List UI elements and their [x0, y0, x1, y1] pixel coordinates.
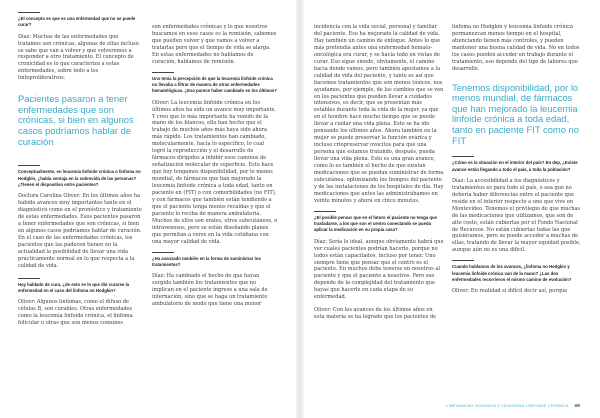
answer-7: Oliver: Con los avances de los últimos años en esta materia se ha logrado que los pacientes de — [314, 307, 437, 321]
question-rule — [314, 211, 336, 212]
column-3 — [314, 0, 444, 418]
question-rule — [18, 165, 40, 166]
question-rule — [452, 156, 474, 157]
question-rule — [18, 278, 40, 279]
question-6: ¿El posible pensar que en el futuro el paciente no tenga que trasladarse, a los que son el centro conectando se pueda aplicar la medicación en su propia casa? — [314, 214, 437, 233]
running-footer-label: LINFOMA NO HODGKIN Y LEUCEMIA LINFOIDE CRÓNICA — [446, 403, 569, 408]
page-gutter — [296, 0, 304, 418]
question-rule — [152, 72, 174, 73]
question-5: ¿Ha avanzado también en la forma de suministrar los tratamientos? — [152, 255, 261, 267]
answer-8: Díaz: La accesibilidad a los diagnósticos y tratamientos es para todo el país, o sea que no debería haber diferencias entre el paciente que reside en el interior respecto a uno que vive en Montevideo. Tenemos el privilegio de que muchas de las medicaciones que utilizamos, que son de alto costo, están cubiertas por el Fondo Nacional de Recursos. No están cubiertas todas las que quisiéramos, pero se puede acceder a muchas de ellas, tratando de llevar la mayor equidad posible, aunque aún no es una dificil. — [452, 177, 581, 254]
column-1 — [18, 0, 142, 418]
question-rule — [18, 12, 40, 13]
answer-continued: linfoma no Hodgkin y leucemia linfoide crónica permanezcan menos tiempo en el hospital, atienciando tienen más controles, y pueden mantener una buena calidad de vida. No en todos los casos pueden acceder en trabajo durante el tratamiento, eso depende del tipo de labores que desarrolle. — [452, 24, 580, 72]
question-rule — [452, 260, 474, 261]
page-number: 49 — [574, 403, 580, 408]
answer-1: Díaz: Muchas de las enfermedades que tratamos son crónicas, algunas de ellas incluso se sabe que van a volver y que volveremos a responder a otro tratamiento. El concepto de cronicidad es lo que caracteriza a estas enfermedades, sobre todo a los linfoproliferativos. — [18, 33, 139, 82]
question-3: Hay hablado de cura, ¿de esto es lo que dió curarse la enfermedad en el caso del linfoma no Hodgkin? — [18, 281, 130, 293]
question-rule — [152, 252, 174, 253]
answer-9: Oliver: En realidad si difícil decir así, porque — [452, 288, 568, 295]
column-2 — [152, 0, 278, 418]
column-4 — [452, 0, 582, 418]
answer-2: Doctora Carolina Oliver: En los últimos años ha habido avances muy importantes tanto en el diagnóstico como en el pronóstico y tratamiento de estas enfermedades. Esos pacientes pasaron a tener enfermedades que son crónicas, si bien en algunos casos podríamos hablar de curación. En el caso de las enfermedades crónicas, los pacientes que las padecen tienen en la actualidad la posibilidad de llevar una vida prácticamente normal en lo que respecta a la calidad de vida. — [18, 193, 142, 269]
answer-4: Oliver: La leucemia linfoide crónica en los últimos años ha sido un avance muy importante. Y creo que lo más importante ha venido de la mano de los blancos, ello han hecho que el trabajo de muchos años más haya sido ahora más rápido. Los tratamientos han cambiado, molecularmente, hacía lo específico, lo cual logró la reproducción y el desarrollo de fármacos dirigidos a inhibir esos caminos de señalización molecular de superficie. Esto hace que hoy tengamos disponibilidad, por lo menos mundial, de fármacos que han mejorado la leucemia linfoide crónica a toda edad, tanto en paciente en (FIT) o con comorbilidades (no FIT), y con fármacos que también están tendiendo a que el paciente tenga menos recaídas y que el paciente lo reciba de manera ambulatoria. Muchos de ellos son orales, otros subcutáneos, o intravenosos, pero se están diseñando planes que permitan a verse en la vida cotidiana con una mayor calidad de vida. — [152, 99, 278, 245]
question-2: Conceptualmente, en leucemia linfoide crónica o linfoma no Hodgkin, ¿había ventaja en la sobrevida de las personas? ¿Tienen el dispositivo entre pacientes? — [18, 169, 141, 187]
question-7: ¿Cómo es la situación en el interior del país? En dep, ¿Existe avance están llegando a todo el país, a toda la población? — [452, 160, 578, 172]
page-footer — [446, 403, 580, 408]
answer-continued: incidencia con la vida social, personal y familiar del paciente. Eso ha mejorado la calidad de vida. Hay también un cambio de enfoque. Antes lo que más pretendía antes una enfermedad hemato-oncológica era curar, y se hacía todo en vistas de curar. Eso sigue siendo, obviamente, el camino hacia donde vamos, pero también apostamos a la calidad de vida del paciente, y tanto es así que hacemos tratamientos que son menos tóxicos, nos ayudamos, por ejemplo, de los cambios que se ven en los pacientes que pueden llevar a cuidados intensivos, es decir, que se presentan más estables durante toda la vida de la mujer, ya que en el hombre hace mucho tiempo que se puede llevar a cuidar una vida plena. Esto se ha ido pensando los últimos años. Ahora también en la mujer se puede preservar la función ovárica y incluso criopreservar ovocitos para que una persona que estamos tratando, después, pueda llevar una vida plena. Esto es una gran avance, como lo es también el hecho de que existan medicaciones que se puedan suministrar de forma subcutánea, optimizando los tiempos del paciente y de las instalaciones de los hospitales de día. Hay medicaciones que antes las administrábamos en veinte minutos y ahora en cinco minutos. — [314, 24, 444, 204]
question-1: ¿El concepto es que es una enfermedad que no se puede curar? — [18, 16, 136, 28]
pull-quote-1: Pacientes pasaron a tener enfermedades que son crónicas, si bien en algunos casos podríamos hablar de curación — [18, 93, 134, 147]
answer-continued: son enfermedades crónicas y lo que nosotros buscamos en esos casos es la remisión, sabemos que pueden volver y que vamos a volver a tratarlas pero que el tiempo de vida se alarga. En estas enfermedades no hablamos de curación, hablamos de remisión. — [152, 24, 277, 65]
answer-6: Díaz: Sería lo ideal, aunque obviamente habrá que ver cuales pacientes podrían hacerlo, porque no todos están capacitados, incluso por tener. Uno siempre tiene que pensar que el centro es el paciente. En muchos debe tenerse en nosotros al paciente y que el paciente a nosotros. Pero eso depende de la complejidad del tratamiento que hayas que hacerle en cada etapa de su enfermedad. — [314, 238, 444, 301]
question-4: Uno tenía la percepción de que la leucemia linfoide crónica no llevaba a filtrar de manera de otras enfermedades hematológicas. ¿Eso parece haber cambiado en los últimos? — [152, 75, 277, 94]
answer-5: Díaz: Ha cambiado el hecho de que hayan surgido también los tratamientos que no implican en el paciente ingrese a una sala de internación, sino que se haga un tratamiento ambulatorio de modo que tiene una menor — [152, 273, 268, 308]
question-8: Cuando hablamos de los avances, ¿linfoma no Hodgkin y leucemia linfoide crónica van de la mano? ¿Las dos enfermedades recorrieron el mismo camino de evolución? — [452, 264, 572, 282]
pull-quote-2: Tenemos disponibilidad, por lo menos mundial, de fármacos que han mejorado la leucemia linfoide crónica a toda edad, tanto en paciente FIT como no FIT — [452, 81, 579, 146]
answer-3: Oliver: Algunos linfomas, como el difuso de células B, son curables. Otras enfermedades como la leucemia linfoide crónica, el linfoma folicular u otras que son menos comunes — [18, 299, 133, 327]
